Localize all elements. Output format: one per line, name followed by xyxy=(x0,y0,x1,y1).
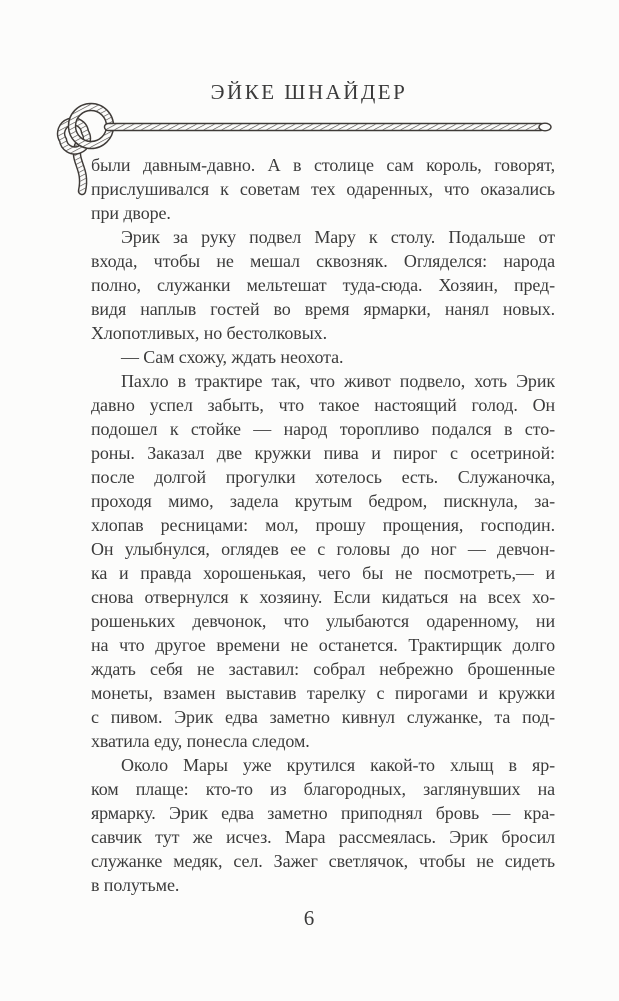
page-text xyxy=(91,153,555,897)
text-line: ка и правда хорошенькая, чего бы не посмотреть,— и xyxy=(91,563,555,583)
text-line: рошеньких девчонок, что улыбаются одаренному, ни xyxy=(91,611,555,631)
text-line: на что другое времени не останется. Трактирщик долго xyxy=(91,635,555,655)
text-line: Пахло в трактире так, что живот подвело, хоть Эрик xyxy=(121,371,555,391)
text-line: ярмарку. Эрик едва заметно приподнял бровь — кра- xyxy=(91,803,555,823)
text-line: прислушивался к советам тех одаренных, что оказались xyxy=(91,179,555,199)
text-line: в полутьме. xyxy=(91,875,180,895)
text-line: ждать себя не заставил: собрал небрежно брошенные xyxy=(91,659,555,679)
text-line: монеты, взамен выставив тарелку с пирогами и кружки xyxy=(91,683,555,703)
text-line: — Сам схожу, ждать неохота. xyxy=(121,347,344,367)
text-line: Около Мары уже крутился какой-то хлыщ в яр- xyxy=(121,755,555,775)
paragraph xyxy=(91,225,555,345)
text-line: были давным-давно. А в столице сам король, говорят, xyxy=(91,155,555,175)
text-line: видя наплыв гостей во время ярмарки, нанял новых. xyxy=(91,299,555,319)
text-line: Он улыбнулся, оглядев ее с головы до ног — девчон- xyxy=(91,539,555,559)
text-line: хлопав ресницами: мол, прошу прощения, господин. xyxy=(91,515,555,535)
text-line: служанке медяк, сел. Зажег светлячок, чтобы не сидеть xyxy=(91,851,555,871)
text-line: Эрик за руку подвел Мару к столу. Подальше от xyxy=(121,227,555,247)
text-line: с пивом. Эрик едва заметно кивнул служанке, та под- xyxy=(91,707,555,727)
paragraph xyxy=(91,369,555,753)
text-line: входа, чтобы не мешал сквозняк. Огляделся: народа xyxy=(91,251,555,271)
text-line: снова отвернулся к хозяину. Если кидаться на всех хо- xyxy=(91,587,555,607)
text-line: полно, служанки мельтешат туда-сюда. Хозяин, пред- xyxy=(91,275,555,295)
page-number: 6 xyxy=(303,906,315,930)
text-line: после долгой прогулки хотелось есть. Служаночка, xyxy=(91,467,555,487)
text-line: при дворе. xyxy=(91,203,171,223)
paragraph xyxy=(91,153,555,225)
paragraph xyxy=(91,753,555,897)
text-line: роны. Заказал две кружки пива и пирог с осетриной: xyxy=(91,443,555,463)
text-line: Хлопотливых, но бестолковых. xyxy=(91,323,327,343)
text-line: давно успел забыть, что такое настоящий голод. Он xyxy=(91,395,555,415)
text-line: проходя мимо, задела крутым бедром, пискнула, за- xyxy=(91,491,555,511)
text-line: савчик тут же исчез. Мара рассмеялась. Эрик бросил xyxy=(91,827,555,847)
paragraph xyxy=(91,345,555,369)
text-line: подошел к стойке — народ торопливо подался в сто- xyxy=(91,419,555,439)
text-line: хватила еду, понесла следом. xyxy=(91,731,310,751)
text-line: ком плаще: кто-то из благородных, заглянувших на xyxy=(91,779,555,799)
running-header: ЭЙКЕ ШНАЙДЕР xyxy=(210,80,408,104)
